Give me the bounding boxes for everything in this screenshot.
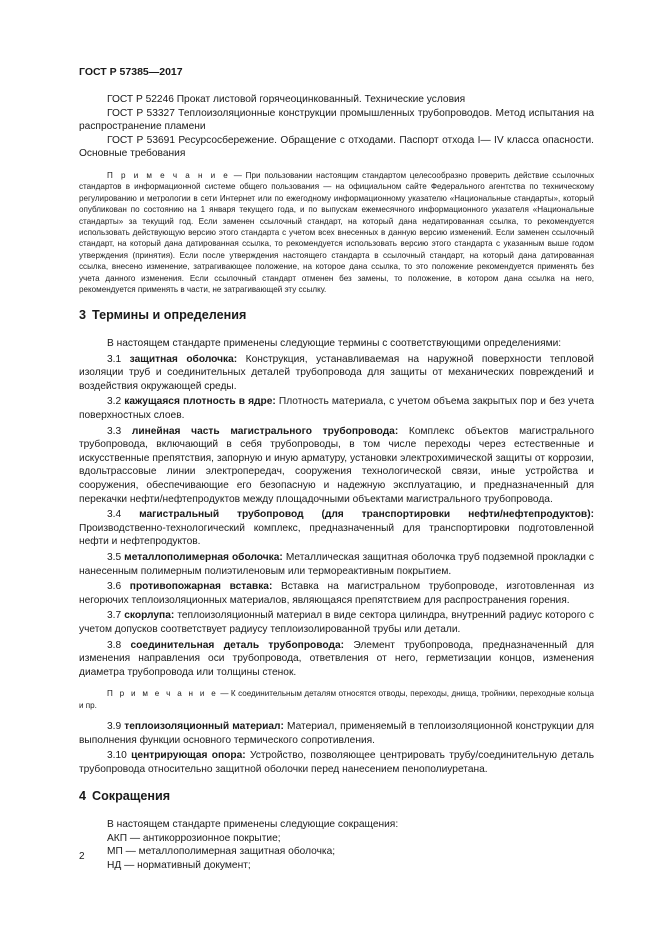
term-definition: теплоизоляционный материал в виде сектора цилиндра, внутренний радиус которого с учетом допусков соответствует радиусу теплоизолированной трубы или детали. [79,610,594,635]
term-number: 3.9 [107,721,122,733]
section-intro: В настоящем стандарте применены следующие сокращения: [107,819,399,831]
note-label: П р и м е ч а н и е [107,689,218,699]
section-3-heading [79,309,594,323]
term-number: 3.1 [107,353,122,365]
term-entry [79,580,594,607]
note-text: — При пользовании настоящим стандартом целесообразно проверить действие ссылочных стандартов в информационной системе общего пользования — на официальном сайте Федерального агентства по техническому регулированию и метрологии в сети Интернет или по ежегодному информационному указателю «Национальные стандарты», который опубликован по состоянию на 1 января текущего года, и по выпускам ежемесячного информационного указателя «Национальные стандарты» за текущий год. Если заменен ссылочный стандарт, на который дана недатированная ссылка, то рекомендуется использовать действующую версию этого стандарта с учетом всех внесенных в данную версию изменений. Если заменен ссылочный стандарт, на который дана датированная ссылка, то рекомендуется использовать версию этого стандарта с указанным выше годом утверждения (принятия). Если после утверждения настоящего стандарта в ссылочный стандарт, на который дана датированная ссылка, внесено изменение, затрагивающее положение, на которое дана ссылка, то это положение рекомендуется применять без учета данного изменения. Если ссылочный стандарт отменен без замены, то положение, в котором дана ссылка на него, рекомендуется применять в части, не затрагивающей эту ссылку. [79,170,594,295]
term-definition: Вставка на магистральном трубопроводе, изготовленная из негорючих теплоизоляционных материалов, являющаяся препятствием для распространения горения. [79,581,594,606]
section-title: Термины и определения [92,308,247,323]
term-entry [79,609,594,636]
abbreviation-item: МП — металлополимерная защитная оболочка; [107,846,336,858]
term-entry [79,395,594,422]
term-number: 3.6 [107,581,122,593]
reference-item: ГОСТ Р 52246 Прокат листовой горячеоцинкованный. Технические условия [107,94,466,105]
term-name: металлополимерная оболочка: [124,551,283,563]
term-entry [79,353,594,394]
term-definition: Комплекс объектов магистрального трубопровода, включающий в себя трубопроводы, в том числе переходы через естественные и искусственные препятствия, запорную и иную арматуру, установки электрохимической защиты от коррозии, вдольтрассовые линии электропередач, сооружения технологической связи, иные устройства и сооружения, обеспечивающие его безопасную и надежную эксплуатацию, и предназначенный для перекачки нефти/нефтепродуктов между площадочными объектами магистрального трубопровода. [79,425,594,505]
section-4-heading [79,790,594,804]
reference-item: ГОСТ Р 53327 Теплоизоляционные конструкции промышленных трубопроводов. Метод испытания на распространение пламени [79,107,594,133]
section-title: Сокращения [92,789,171,804]
term-name: защитная оболочка: [129,353,238,365]
term-definition: Элемент трубопровода, предназначенный для изменения направления оси трубопровода, ответвления от него, герметизации концов, изменения диаметра трубопровода или толщины стенок. [79,639,594,678]
document-header: ГОСТ Р 57385—2017 [79,66,183,78]
term-name: теплоизоляционный материал: [124,721,284,733]
term-number: 3.10 [107,750,127,762]
term-name: противопожарная вставка: [129,581,273,593]
abbreviation-item: АКП — антикоррозионное покрытие; [107,832,281,844]
term-entry [79,551,594,578]
term-number: 3.3 [107,425,122,437]
section-number: 4 [79,789,87,804]
term-entry [79,720,594,747]
term-name: магистральный трубопровод (для транспортировки нефти/нефтепродуктов): [139,509,594,521]
term-definition: Металлическая защитная оболочка труб подземной прокладки с нанесенным полимерным полиэтиленовым или термореактивным покрытием. [79,551,594,577]
term-name: скорлупа: [124,610,175,622]
term-name: кажущаяся плотность в ядре: [124,396,276,408]
term-entry [79,749,594,776]
document-body [79,93,594,872]
term-number: 3.5 [107,551,122,563]
abbreviation-item: НД — нормативный документ; [107,859,251,871]
term-entry [79,425,594,507]
note-label: П р и м е ч а н и е [107,170,231,180]
reference-item: ГОСТ Р 53691 Ресурсосбережение. Обращение с отходами. Паспорт отхода I— IV класса опасности. Основные требования [79,134,594,160]
term-definition: Производственно-технологический комплекс, предназначенный для транспортировки подготовленной нефти и нефтепродуктов. [79,522,594,548]
term-number: 3.2 [107,396,122,408]
term-definition: Устройство, позволяющее центрировать трубу/соединительную деталь трубопровода относительно защитной оболочки перед нанесением пенополиуретана. [79,750,594,775]
term-definition: Плотность материала, с учетом объема закрытых пор и без учета поверхностных слоев. [79,396,594,421]
term-number: 3.7 [107,610,122,622]
term-name: линейная часть магистрального трубопровода: [131,425,399,437]
term-definition: Конструкция, устанавливаемая на наружной поверхности тепловой изоляции труб и соединительных деталей трубопровода для защиты от механических повреждений и воздействия окружающей среды. [79,353,594,392]
term-number: 3.8 [107,639,122,651]
section-number: 3 [79,308,87,323]
term-entry [79,639,594,680]
note-references [79,170,594,295]
note-text: — К соединительным деталям относятся отводы, переходы, днища, тройники, переходные кольца и пр. [79,689,594,710]
term-entry [79,508,594,549]
section-intro: В настоящем стандарте применены следующие термины с соответствующими определениями: [107,338,562,350]
term-name: центрирующая опора: [131,750,246,762]
term-definition: Материал, применяемый в теплоизоляционной конструкции для выполнения функции основного термического сопротивления. [79,721,594,746]
term-name: соединительная деталь трубопровода: [130,639,345,651]
page-number: 2 [79,851,85,862]
term-number: 3.4 [107,509,122,521]
note-fittings [79,688,594,711]
